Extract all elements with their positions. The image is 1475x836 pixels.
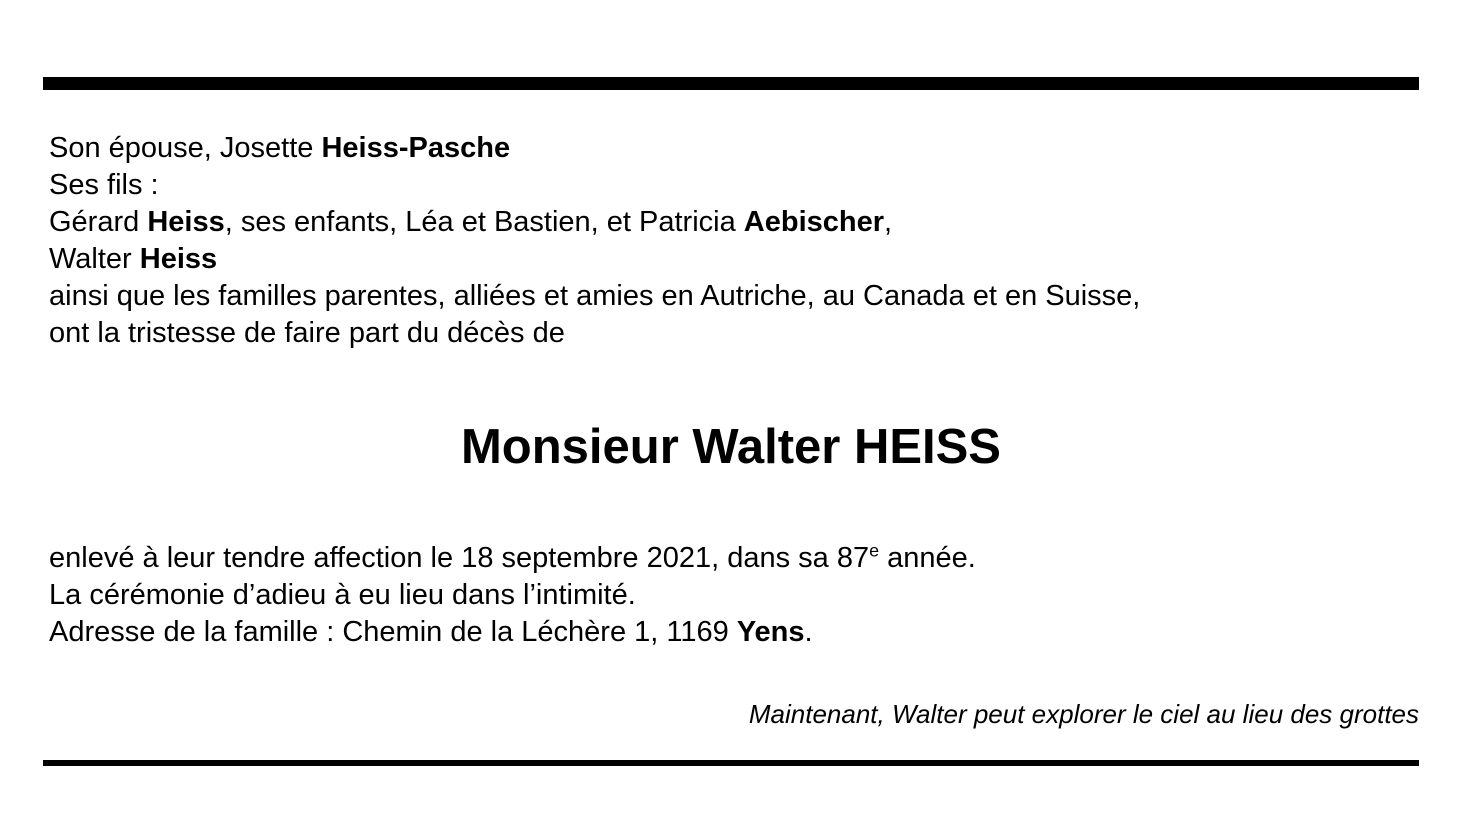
emphasized-name-text: Aebischer	[743, 206, 885, 238]
top-divider-rule	[43, 77, 1419, 90]
text-line	[49, 315, 1435, 352]
bottom-divider-rule	[43, 760, 1419, 766]
text-segment: , ses enfants, Léa et Bastien, et Patricia	[224, 206, 744, 238]
emphasized-name-text: Yens	[736, 616, 805, 648]
text-line	[49, 130, 1435, 167]
text-line	[49, 614, 1435, 651]
text-segment: La cérémonie d’adieu à eu lieu dans l’intimité.	[49, 579, 636, 611]
text-segment: Gérard	[49, 206, 148, 238]
text-segment: Ses fils :	[49, 169, 159, 201]
emphasized-name-text: Heiss-Pasche	[321, 132, 511, 164]
family-intro-paragraph	[49, 130, 1435, 352]
closing-tribute-line: Maintenant, Walter peut explorer le ciel au lieu des grottes	[748, 699, 1419, 729]
text-segment: Walter	[49, 243, 140, 275]
text-segment: ,	[884, 206, 893, 238]
text-segment: Adresse de la famille : Chemin de la Léchère 1, 1169	[49, 616, 737, 648]
text-segment: année.	[879, 542, 976, 574]
text-line	[49, 577, 1435, 614]
text-line	[49, 540, 1435, 577]
text-line	[49, 204, 1435, 241]
text-segment: ainsi que les familles parentes, alliées et amies en Autriche, au Canada et en Suisse,	[49, 280, 1141, 312]
emphasized-name-text: Heiss	[147, 206, 225, 238]
death-details-paragraph	[49, 540, 1435, 651]
text-segment: enlevé à leur tendre affection le 18 septembre 2021, dans sa 87	[49, 542, 870, 574]
text-line	[49, 167, 1435, 204]
text-segment: .	[804, 616, 813, 648]
text-segment: e	[869, 540, 880, 561]
deceased-name-title: Monsieur Walter HEISS	[460, 420, 1001, 474]
text-line	[49, 241, 1435, 278]
text-segment: Son épouse, Josette	[49, 132, 322, 164]
emphasized-name-text: Heiss	[139, 243, 218, 275]
text-segment: ont la tristesse de faire part du décès de	[49, 317, 565, 349]
text-line	[49, 278, 1435, 315]
